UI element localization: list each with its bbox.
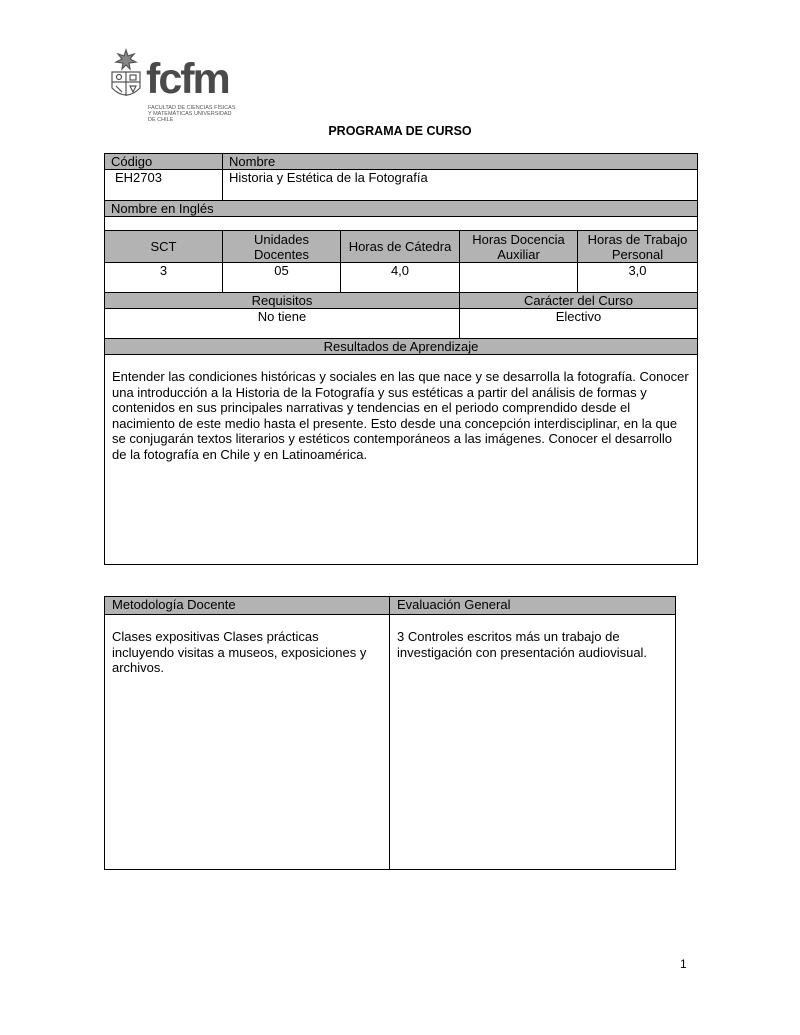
faculty-logo bbox=[108, 44, 234, 126]
learning-outcomes-text: Entender las condiciones históricas y sociales en las que nace y se desarrolla la fotografía. Conocer una introducción a la Historia de la Fotografía y sus estéticas a partir del análisis de formas y contenidos en sus principales narrativas y tendencias en el periodo comprendido desde el nacimiento de este medio hasta el presente. Esto desde una concepción interdisciplinar, en la que se conjugarán textos literarios y estéticos contemporáneos a las imágenes. Conocer el desarrollo de la fotografía en Chile y en Latinoamérica. bbox=[105, 355, 698, 565]
evaluation-header: Evaluación General bbox=[390, 597, 676, 615]
evaluation-text: 3 Controles escritos más un trabajo de investigación con presentación audiovisual. bbox=[390, 615, 676, 870]
document-title: PROGRAMA DE CURSO bbox=[328, 124, 472, 138]
page-number: 1 bbox=[680, 957, 687, 971]
methodology-evaluation-table bbox=[104, 596, 676, 870]
sct-header: SCT bbox=[105, 231, 223, 263]
course-name: Historia y Estética de la Fotografía bbox=[223, 170, 698, 201]
teaching-units-header: Unidades Docentes bbox=[223, 231, 341, 263]
faculty-acronym: fcfm bbox=[146, 55, 229, 103]
course-code: EH2703 bbox=[105, 170, 223, 201]
auxiliary-hours-value bbox=[460, 263, 578, 293]
methodology-text: Clases expositivas Clases prácticas incluyendo visitas a museos, exposiciones y archivos. bbox=[105, 615, 390, 870]
sct-value: 3 bbox=[105, 263, 223, 293]
name-header: Nombre bbox=[223, 154, 698, 170]
methodology-header: Metodología Docente bbox=[105, 597, 390, 615]
university-seal-icon bbox=[108, 48, 144, 104]
requirements-value: No tiene bbox=[105, 309, 460, 339]
lecture-hours-header: Horas de Cátedra bbox=[341, 231, 460, 263]
auxiliary-hours-header: Horas Docencia Auxiliar bbox=[460, 231, 578, 263]
course-info-table bbox=[104, 153, 698, 565]
requirements-header: Requisitos bbox=[105, 293, 460, 309]
course-character-header: Carácter del Curso bbox=[460, 293, 698, 309]
learning-outcomes-header: Resultados de Aprendizaje bbox=[105, 339, 698, 355]
teaching-units-value: 05 bbox=[223, 263, 341, 293]
course-character-value: Electivo bbox=[460, 309, 698, 339]
code-header: Código bbox=[105, 154, 223, 170]
english-name-value bbox=[105, 217, 698, 231]
personal-work-hours-value: 3,0 bbox=[578, 263, 698, 293]
personal-work-hours-header: Horas de Trabajo Personal bbox=[578, 231, 698, 263]
english-name-header: Nombre en Inglés bbox=[105, 201, 698, 217]
lecture-hours-value: 4,0 bbox=[341, 263, 460, 293]
faculty-subtitle: FACULTAD DE CIENCIAS FÍSICAS Y MATEMÁTICAS UNIVERSIDAD DE CHILE bbox=[148, 105, 236, 123]
